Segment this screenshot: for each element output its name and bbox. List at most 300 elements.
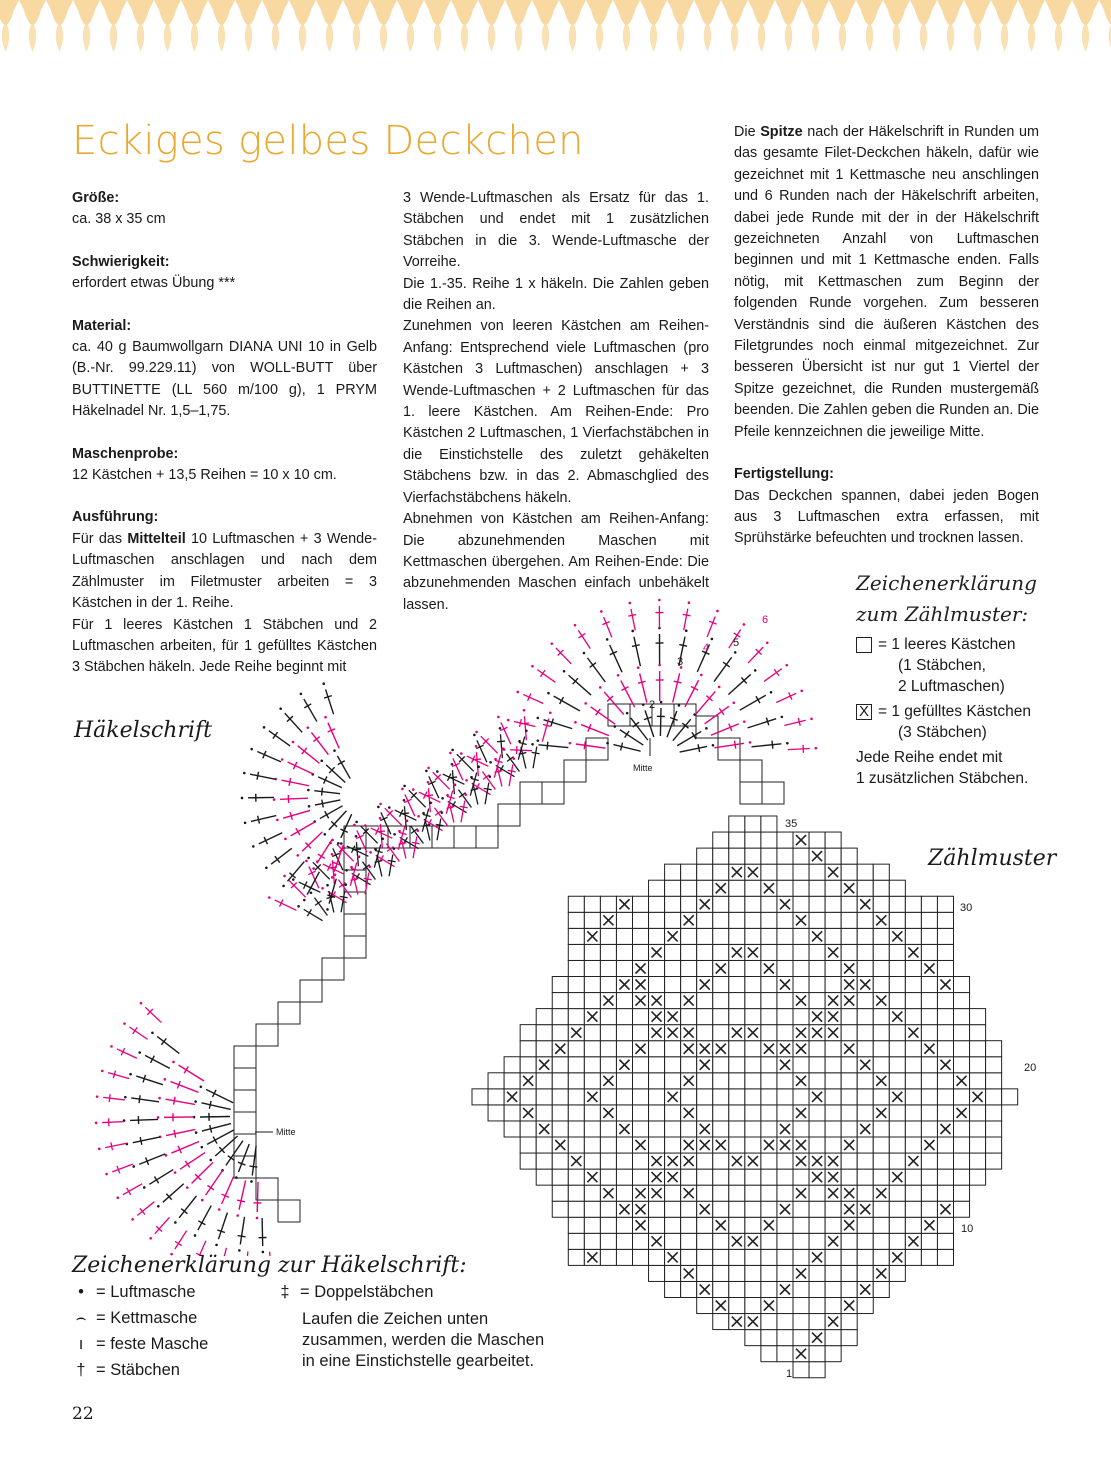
chart-cell (889, 1073, 905, 1089)
chart-cell (921, 1057, 937, 1073)
chart-cell (970, 1153, 986, 1169)
chain-dot (377, 806, 380, 809)
chain-dot (381, 837, 384, 840)
chart-cell (729, 1281, 745, 1297)
chart-cell (921, 1073, 937, 1089)
banner-drop (829, 0, 856, 25)
stitch-mark (313, 862, 330, 879)
chain-dot (303, 899, 306, 902)
chart-cell (986, 1057, 1002, 1073)
banner-drop (56, 22, 64, 52)
chain-dot (405, 819, 408, 822)
chart-cell (905, 1201, 921, 1217)
chart-cell (713, 848, 729, 864)
chart-cell (857, 1073, 873, 1089)
chart-cell (905, 1041, 921, 1057)
stitch-mark (497, 741, 505, 742)
banner-drop (596, 22, 604, 52)
stitch-mark (163, 1184, 184, 1203)
chart-cell (954, 1201, 970, 1217)
chart-cell (889, 1217, 905, 1233)
stitch-mark (259, 833, 283, 844)
chain-dot (451, 749, 454, 752)
chart-cell (889, 896, 905, 912)
chart-cell (857, 1249, 873, 1265)
chart-cell (616, 1105, 632, 1121)
chart-cell (777, 1073, 793, 1089)
border-square (718, 738, 740, 760)
chart-cell (600, 1153, 616, 1169)
chart-cell (937, 960, 953, 976)
chart-cell (761, 1153, 777, 1169)
chart-cell (889, 1137, 905, 1153)
banner-drop (2, 22, 10, 52)
chart-cell (713, 977, 729, 993)
chart-cell (600, 944, 616, 960)
chain-dot (129, 1073, 132, 1076)
chain-dot (279, 707, 282, 710)
chart-cell (568, 1217, 584, 1233)
chart-cell (649, 1265, 665, 1281)
chain-dot (236, 1214, 239, 1217)
chart-cell (889, 993, 905, 1009)
chart-cell (777, 1185, 793, 1201)
stitch-mark (590, 663, 596, 668)
chart-cell (584, 1217, 600, 1233)
stitch-mark (457, 754, 474, 771)
chart-cell (520, 1089, 536, 1105)
chart-cell (568, 1073, 584, 1089)
chart-cell (793, 1121, 809, 1137)
chart-cell (649, 912, 665, 928)
chain-dot (429, 801, 432, 804)
stitch-mark (201, 1103, 230, 1110)
chart-cell (713, 864, 729, 880)
chart-cell (841, 1025, 857, 1041)
chart-cell (889, 1057, 905, 1073)
chart-cell (857, 1089, 873, 1105)
chart-cell (761, 1057, 777, 1073)
chart-cell (729, 977, 745, 993)
border-square (234, 1090, 256, 1112)
chart-cell (857, 912, 873, 928)
chart-cell (889, 1041, 905, 1057)
stitch-mark (112, 1164, 133, 1172)
stitch-mark (329, 879, 336, 904)
chain-dot (105, 1173, 108, 1176)
chart-cell (745, 1185, 761, 1201)
banner-drop (164, 22, 172, 52)
chart-cell (809, 1314, 825, 1330)
chart-cell (809, 1298, 825, 1314)
stitch-mark (206, 1170, 223, 1195)
chart-cell (841, 928, 857, 944)
chain-dot (331, 853, 334, 856)
chain-dot (143, 1186, 146, 1189)
chart-cell (825, 928, 841, 944)
chart-cell (809, 1105, 825, 1121)
banner-drop (451, 0, 478, 25)
chart-cell (761, 1185, 777, 1201)
chain-dot (453, 783, 456, 786)
chart-cell (761, 832, 777, 848)
chart-cell (793, 1201, 809, 1217)
chart-cell (697, 912, 713, 928)
chart-cell (584, 1201, 600, 1217)
mitte-left-label: Mitte (276, 1127, 296, 1137)
chart-cell (665, 896, 681, 912)
chart-cell (889, 880, 905, 896)
chart-cell (472, 1089, 488, 1105)
chart-cell (793, 928, 809, 944)
chart-cell (633, 1073, 649, 1089)
stitch-mark (258, 816, 260, 824)
chart-cell (857, 928, 873, 944)
stitch-mark (714, 657, 732, 681)
stitch-mark (679, 645, 687, 647)
chart-cell (536, 1009, 552, 1025)
chart-cell (970, 1057, 986, 1073)
chart-cell (681, 1233, 697, 1249)
stitch-mark (304, 909, 323, 920)
stitch-mark (764, 669, 782, 682)
chain-dot (331, 876, 334, 879)
chart-cell (793, 896, 809, 912)
banner-drop (407, 22, 415, 52)
chart-cell (937, 1089, 953, 1105)
border-square (234, 1046, 256, 1068)
chart-cell (777, 1089, 793, 1105)
chart-cell (793, 1298, 809, 1314)
border-square (300, 980, 322, 1002)
stitch-mark (269, 731, 290, 746)
chart-cell (713, 993, 729, 1009)
banner-drop (343, 0, 370, 25)
stitch-mark (179, 1196, 196, 1218)
chart-cell (825, 1201, 841, 1217)
chain-dot (333, 749, 336, 752)
banner-drop (154, 0, 181, 25)
stitch-mark (621, 681, 635, 708)
chart-cell (552, 1089, 568, 1105)
stitch-mark (202, 1124, 231, 1132)
stitch-mark (569, 675, 591, 695)
chart-cell (761, 816, 777, 832)
stitch-mark (752, 744, 782, 747)
chart-cell (552, 977, 568, 993)
chart-cell (873, 1249, 889, 1265)
chart-cell (921, 912, 937, 928)
chart-cell (921, 1153, 937, 1169)
chain-dot (244, 821, 247, 824)
border-square (740, 782, 762, 804)
chart-cell (536, 1073, 552, 1089)
banner-drop (208, 0, 235, 25)
chart-cell (649, 928, 665, 944)
chain-dot (235, 1176, 238, 1179)
chart-cell (729, 1057, 745, 1073)
stitch-mark (748, 719, 777, 728)
chart-cell (777, 1105, 793, 1121)
chart-cell (809, 1073, 825, 1089)
banner-drop (532, 0, 559, 25)
chart-cell (729, 1217, 745, 1233)
col2-para-1: 3 Wende-Luftmaschen als Ersatz für das 1. Stäbchen und endet mit 1 zusätzlichen Stäbchen in die 3. Wende-Luftmasche der Vorreihe. (403, 190, 709, 271)
chart-cell (873, 1041, 889, 1057)
chart-cell (777, 880, 793, 896)
chart-cell (697, 1217, 713, 1233)
chart-cell (600, 1089, 616, 1105)
chart-cell (921, 1025, 937, 1041)
chart-cell (584, 1137, 600, 1153)
chain-dot (256, 1217, 259, 1220)
stitch-mark (353, 849, 361, 850)
chain-dot (117, 1196, 120, 1199)
chain-dot (194, 1100, 197, 1103)
chart-cell (777, 1330, 793, 1346)
chart-cell (488, 1073, 504, 1089)
stitch-mark (207, 1185, 214, 1190)
chart-cell (761, 1281, 777, 1297)
stitch-mark (117, 1049, 137, 1058)
chart-cell (633, 1233, 649, 1249)
chart-cell (825, 896, 841, 912)
chain-dot (660, 701, 663, 704)
chart-cell (697, 993, 713, 1009)
banner-drop (1099, 0, 1111, 25)
banner-drop (623, 22, 631, 52)
chart-cell (568, 977, 584, 993)
chart-cell (600, 1025, 616, 1041)
chart-cell (761, 1105, 777, 1121)
stitch-mark (171, 1141, 199, 1153)
chart-cell (729, 912, 745, 928)
chain-dot (268, 896, 271, 899)
chart-cell (777, 1169, 793, 1185)
chart-cell (697, 1009, 713, 1025)
chart-cell (873, 1217, 889, 1233)
size-value: ca. 38 x 35 cm (72, 211, 166, 228)
chart-cell (970, 1121, 986, 1137)
chain-dot (513, 757, 516, 760)
chain-dot (475, 731, 478, 734)
chain-icon: • (78, 1283, 84, 1301)
stitch-mark (251, 816, 276, 822)
chart-cell (921, 1169, 937, 1185)
chart-cell (857, 1153, 873, 1169)
chart-cell (777, 1233, 793, 1249)
chart-cell (616, 1169, 632, 1185)
chart-cell (633, 1169, 649, 1185)
chain-dot (781, 716, 784, 719)
chart-cell (681, 1281, 697, 1297)
chart-cell (793, 1089, 809, 1105)
chart-cell (809, 1346, 825, 1362)
chain-dot (599, 686, 602, 689)
chart-cell (584, 912, 600, 928)
chart-cell (841, 1089, 857, 1105)
chart-cell (568, 1169, 584, 1185)
col2-para-4: Abnehmen von Kästchen am Reihen-Anfang: Die abzunehmenden Maschen mit Kettmaschen übergehen. Am Reihen-Ende: Die abzunehmenden Maschen einfach unbehäkelt lassen. (403, 511, 709, 613)
chart-cell (633, 1089, 649, 1105)
chart-cell (665, 1281, 681, 1297)
chart-cell (889, 1121, 905, 1137)
chain-dot (770, 691, 773, 694)
stitch-mark (328, 723, 339, 749)
stitch-mark (140, 1137, 142, 1145)
chain-dot (743, 720, 746, 723)
chart-cell (584, 1153, 600, 1169)
chain-dot (705, 727, 708, 730)
legend-note-1: Jede Reihe endet mit (856, 749, 1003, 766)
chart-cell (777, 1025, 793, 1041)
chart-cell (568, 1121, 584, 1137)
stitch-mark (588, 658, 606, 682)
chart-cell (825, 977, 841, 993)
chart-cell (536, 1105, 552, 1121)
chain-dot (273, 798, 276, 801)
stitch-mark (452, 770, 454, 794)
chain-dot (157, 1116, 160, 1119)
chart-cell (970, 1105, 986, 1121)
chain-dot (441, 811, 444, 814)
chart-cell (873, 928, 889, 944)
chart-cell (665, 1217, 681, 1233)
chart-cell (616, 1025, 632, 1041)
stitch-mark (409, 790, 426, 807)
stitch-mark (377, 831, 385, 832)
border-square (542, 782, 564, 804)
page-number: 22 (72, 1404, 94, 1424)
legend-single: ı = feste Masche (72, 1335, 208, 1354)
border-square (344, 892, 366, 914)
chart-cell (745, 1041, 761, 1057)
chart-cell (793, 1314, 809, 1330)
chart-cell (777, 1298, 793, 1314)
chart-cell (649, 1121, 665, 1137)
chart-cell (649, 960, 665, 976)
chain-dot (174, 1171, 177, 1174)
chart-cell (970, 1041, 986, 1057)
stitch-mark (318, 854, 325, 858)
chain-dot (537, 717, 540, 720)
stitch-mark (524, 716, 526, 740)
chart-cell (681, 977, 697, 993)
banner-drop (434, 22, 442, 52)
border-square (696, 716, 718, 738)
banner-drop (397, 0, 424, 25)
chart-cell (889, 944, 905, 960)
chain-dot (321, 887, 324, 890)
chart-cell (954, 1153, 970, 1169)
stitch-mark (520, 719, 522, 727)
filled-box-detail: (3 Stäbchen) (898, 724, 987, 741)
chart-cell (552, 1153, 568, 1169)
chart-cell (873, 1121, 889, 1137)
chart-cell (745, 912, 761, 928)
chart-cell (520, 1121, 536, 1137)
chart-cell (761, 1249, 777, 1265)
banner-drop (488, 22, 496, 52)
difficulty-value: erfordert etwas Übung *** (72, 275, 236, 292)
chart-cell (793, 1281, 809, 1297)
stitch-mark (133, 1027, 138, 1034)
chart-cell (777, 832, 793, 848)
border-square (432, 826, 454, 848)
banner-drop (326, 22, 334, 52)
chart-cell (857, 1233, 873, 1249)
chain-dot (507, 719, 510, 722)
chart-cell (616, 1153, 632, 1169)
chain-dot (685, 629, 688, 632)
banner-drop (964, 0, 991, 25)
chart-cell (873, 1025, 889, 1041)
banner-drop (613, 0, 640, 25)
stitch-mark (250, 774, 276, 779)
stitch-mark (240, 1217, 244, 1245)
chart-cell (873, 1009, 889, 1025)
col2-para-2: Die 1.-35. Reihe 1 x häkeln. Die Zahlen geben die Reihen an. (403, 275, 709, 314)
chain-dot (412, 788, 415, 791)
stitch-mark (136, 1076, 163, 1085)
chart-cell (809, 1185, 825, 1201)
chart-cell (921, 1185, 937, 1201)
chart-cell (825, 1249, 841, 1265)
chain-dot (393, 833, 396, 836)
chart-cell (665, 1201, 681, 1217)
chain-dot (284, 838, 287, 841)
chart-cell (697, 960, 713, 976)
chart-cell (841, 1073, 857, 1089)
chain-dot (340, 842, 343, 845)
crochet-legend (72, 1253, 552, 1278)
chart-cell (921, 1009, 937, 1025)
chart-cell (568, 1009, 584, 1025)
chart-cell (681, 1217, 697, 1233)
chain-dot (324, 716, 327, 719)
chart-cell (600, 896, 616, 912)
stitch-mark (139, 1154, 165, 1164)
stitch-mark (508, 770, 516, 771)
chart-cell (937, 1025, 953, 1041)
chart-cell (745, 880, 761, 896)
page-title: Eckiges gelbes Deckchen (72, 118, 584, 164)
chart-cell (825, 1073, 841, 1089)
chain-dot (749, 741, 752, 744)
chart-cell (536, 1041, 552, 1057)
chart-cell (841, 848, 857, 864)
chart-cell (873, 1089, 889, 1105)
chart-cell (809, 944, 825, 960)
legend-note-2: 1 zusätzlichen Stäbchen. (856, 770, 1029, 787)
chart-cell (536, 1089, 552, 1105)
banner-drop (73, 0, 100, 25)
filled-box-label: = 1 gefülltes Kästchen (878, 703, 1031, 720)
chain-dot (658, 599, 661, 602)
stitch-mark (288, 762, 313, 774)
chart-cell (986, 1137, 1002, 1153)
chain-dot (326, 908, 329, 911)
stitch-mark (532, 752, 540, 753)
chart-cell (793, 880, 809, 896)
chart-cell (873, 880, 889, 896)
chart-cell (793, 864, 809, 880)
chart-cell (889, 1265, 905, 1281)
chain-dot (355, 821, 358, 824)
chart-cell (857, 1105, 873, 1121)
chart-cell (777, 1217, 793, 1233)
chain-dot (547, 692, 550, 695)
